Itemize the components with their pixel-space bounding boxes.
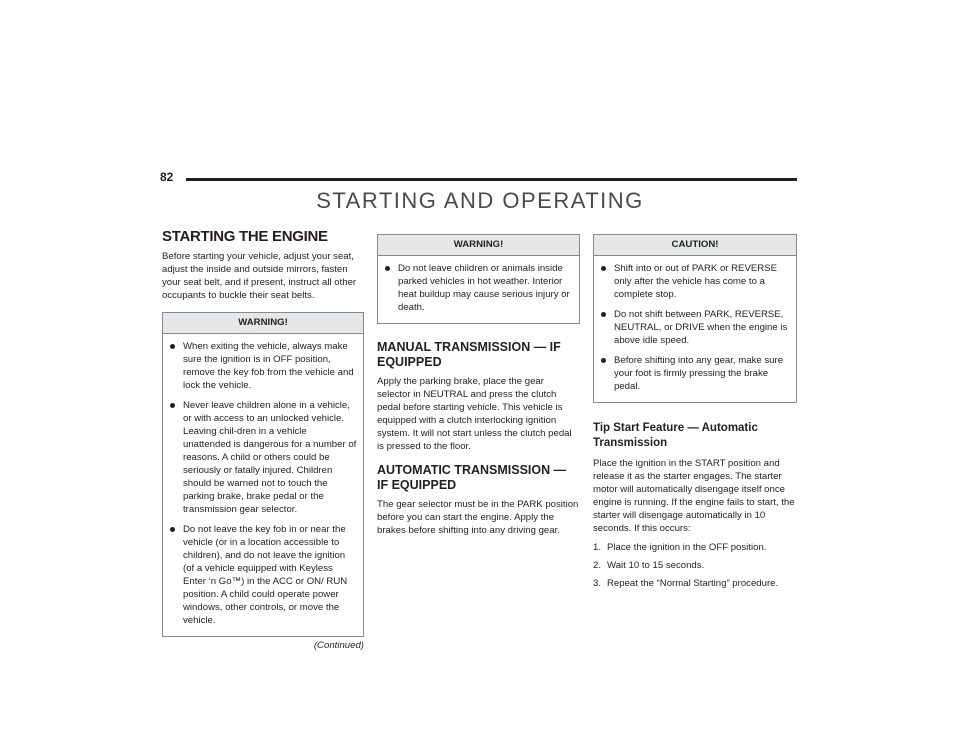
automatic-transmission-text: The gear selector must be in the PARK position before you can start the engine. Apply the brakes before shifting into any driving gear.: [377, 499, 579, 536]
bullet-icon: [170, 403, 175, 408]
warning-item: When exiting the vehicle, always make sure the ignition is in OFF position, remove the key fob from the vehicle and lock the vehicle.: [169, 340, 357, 392]
chapter-title: STARTING AND OPERATING: [316, 188, 644, 213]
bullet-icon: [170, 527, 175, 532]
warning-title: WARNING!: [163, 313, 363, 334]
warning-box: [377, 234, 580, 324]
header-rule: [186, 178, 797, 181]
warning-box: [162, 312, 364, 637]
continued-note: (Continued): [313, 640, 364, 651]
list-item: 2. Wait 10 to 15 seconds.: [593, 560, 705, 571]
caution-item: Do not shift between PARK, REVERSE, NEUTRAL, or DRIVE when the engine is above idle speed.: [600, 308, 790, 347]
bullet-icon: [601, 266, 606, 271]
bullet-icon: [601, 358, 606, 363]
automatic-transmission-heading: AUTOMATIC TRANSMISSION — IF EQUIPPED: [377, 463, 567, 492]
warning-title: WARNING!: [378, 235, 579, 256]
bullet-icon: [601, 312, 606, 317]
caution-box: [593, 234, 797, 403]
section-heading: STARTING THE ENGINE: [162, 228, 328, 245]
column-2: [377, 234, 580, 543]
column-1: [162, 230, 364, 652]
list-item: 1. Place the ignition in the OFF position.: [593, 542, 767, 553]
warning-item: Never leave children alone in a vehicle, or with access to an unlocked vehicle. Leaving chil-dren in a vehicle unattended is dangerous for a number of reasons. A child or others could be seriously or fatally injured. Children should be warned not to touch the parking brake, brake pedal or the transmission gear selector.: [169, 399, 357, 516]
caution-item: Before shifting into any gear, make sure your foot is firmly pressing the brake pedal.: [600, 354, 790, 393]
page-number: 82: [160, 170, 174, 184]
steps-list: [593, 541, 797, 590]
list-item: 3. Repeat the “Normal Starting” procedure.: [593, 578, 779, 589]
column-3: [593, 234, 797, 595]
caution-title: CAUTION!: [594, 235, 796, 256]
manual-transmission-heading: MANUAL TRANSMISSION — IF EQUIPPED: [377, 340, 561, 369]
intro-paragraph: Before starting your vehicle, adjust your seat, adjust the inside and outside mirrors, fasten your seat belt, and if present, instruct all other occupants to buckle their seat belts.: [162, 251, 357, 301]
manual-transmission-text: Apply the parking brake, place the gear selector in NEUTRAL and press the clutch pedal before starting vehicle. This vehicle is equipped with a clutch interlocking ignition system. It will not start unless the clutch pedal is pressed to the floor.: [377, 376, 572, 452]
warning-item: Do not leave children or animals inside parked vehicles in hot weather. Interior heat buildup may cause serious injury or death.: [384, 262, 573, 314]
tip-start-text: Place the ignition in the START position and release it as the starter engages. The starter motor will automatically disengage itself once engine is running. If the engine fails to start, the starter will disengage automatically in 10 seconds. If this occurs:: [593, 458, 795, 534]
bullet-icon: [170, 344, 175, 349]
bullet-icon: [385, 266, 390, 271]
tip-start-heading: Tip Start Feature — Automatic Transmission: [593, 422, 758, 449]
caution-item: Shift into or out of PARK or REVERSE only after the vehicle has come to a complete stop.: [600, 262, 790, 301]
warning-item: Do not leave the key fob in or near the vehicle (or in a location accessible to children), and do not leave the ignition (of a vehicle equipped with Keyless Enter ‘n Go™) in the ACC or ON/ RUN position. A child could operate power windows, other controls, or move the vehicle.: [169, 523, 357, 627]
